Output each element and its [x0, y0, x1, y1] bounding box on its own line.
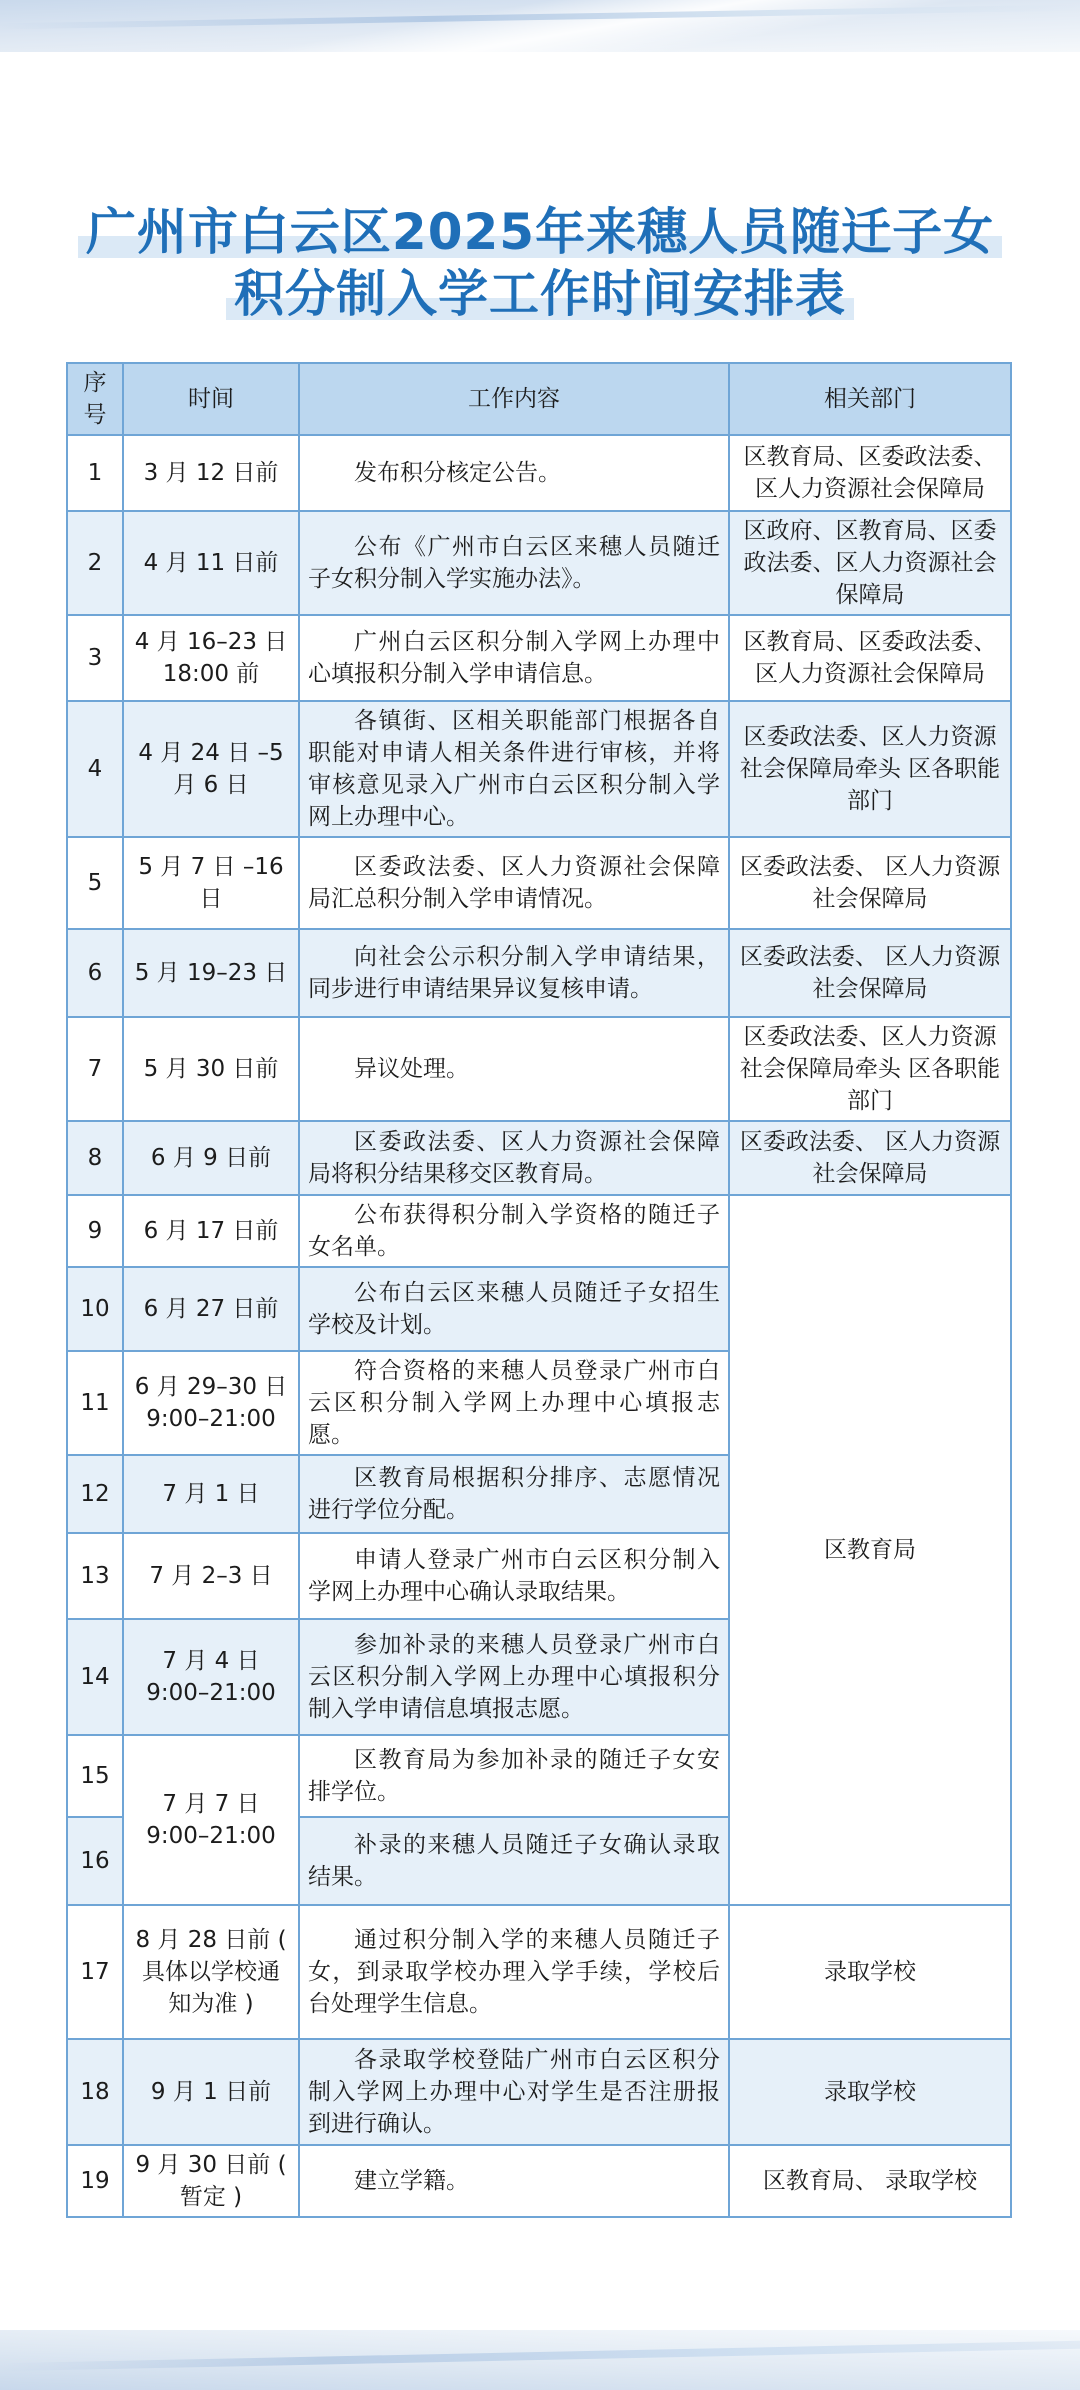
row-content: 广州白云区积分制入学网上办理中心填报积分制入学申请信息。 — [299, 615, 729, 701]
row-dept: 区政府、区教育局、区委政法委、区人力资源社会保障局 — [729, 511, 1011, 615]
table-row — [67, 837, 1011, 929]
row-time: 4 月 11 日前 — [123, 511, 299, 615]
row-dept-merged: 区教育局 — [729, 1195, 1011, 1905]
row-time: 6 月 9 日前 — [123, 1121, 299, 1195]
row-time: 4 月 24 日 –5 月 6 日 — [123, 701, 299, 837]
row-seq: 3 — [67, 615, 123, 701]
row-seq: 8 — [67, 1121, 123, 1195]
row-time: 5 月 30 日前 — [123, 1017, 299, 1121]
row-seq: 9 — [67, 1195, 123, 1267]
table-row — [67, 929, 1011, 1017]
table-row — [67, 1905, 1011, 2039]
row-content: 区委政法委、区人力资源社会保障局汇总积分制入学申请情况。 — [299, 837, 729, 929]
row-dept: 区教育局、 录取学校 — [729, 2145, 1011, 2217]
row-time: 7 月 4 日 9:00–21:00 — [123, 1619, 299, 1735]
row-content: 参加补录的来穗人员登录广州市白云区积分制入学网上办理中心填报积分制入学申请信息填报志愿。 — [299, 1619, 729, 1735]
row-seq: 18 — [67, 2039, 123, 2145]
row-time: 8 月 28 日前 ( 具体以学校通知为准 ) — [123, 1905, 299, 2039]
table-row — [67, 2039, 1011, 2145]
page-title-line2: 积分制入学工作时间安排表 — [0, 262, 1080, 326]
table-row — [67, 1195, 1011, 1267]
schedule-table — [66, 362, 1012, 2218]
row-seq: 10 — [67, 1267, 123, 1351]
row-time: 6 月 17 日前 — [123, 1195, 299, 1267]
row-time: 7 月 1 日 — [123, 1455, 299, 1533]
top-decoration — [0, 0, 1080, 52]
row-seq: 12 — [67, 1455, 123, 1533]
row-seq: 7 — [67, 1017, 123, 1121]
row-content: 区教育局为参加补录的随迁子女安排学位。 — [299, 1735, 729, 1817]
bottom-decoration — [0, 2330, 1080, 2390]
table-header-row — [67, 363, 1011, 435]
row-content: 补录的来穗人员随迁子女确认录取结果。 — [299, 1817, 729, 1905]
table-row — [67, 615, 1011, 701]
row-time: 3 月 12 日前 — [123, 435, 299, 511]
row-seq: 16 — [67, 1817, 123, 1905]
header-time: 时间 — [123, 363, 299, 435]
row-content: 各录取学校登陆广州市白云区积分制入学网上办理中心对学生是否注册报到进行确认。 — [299, 2039, 729, 2145]
header-seq: 序号 — [67, 363, 123, 435]
row-time: 6 月 29–30 日 9:00–21:00 — [123, 1351, 299, 1455]
row-seq: 14 — [67, 1619, 123, 1735]
row-seq: 11 — [67, 1351, 123, 1455]
row-time: 9 月 1 日前 — [123, 2039, 299, 2145]
row-time: 9 月 30 日前 ( 暂定 ) — [123, 2145, 299, 2217]
row-time: 5 月 7 日 –16 日 — [123, 837, 299, 929]
row-seq: 1 — [67, 435, 123, 511]
row-dept: 录取学校 — [729, 1905, 1011, 2039]
row-content: 通过积分制入学的来穗人员随迁子女，到录取学校办理入学手续，学校后台处理学生信息。 — [299, 1905, 729, 2039]
row-seq: 2 — [67, 511, 123, 615]
row-time: 4 月 16–23 日 18:00 前 — [123, 615, 299, 701]
row-content: 各镇街、区相关职能部门根据各自职能对申请人相关条件进行审核，并将审核意见录入广州市白云区积分制入学网上办理中心。 — [299, 701, 729, 837]
row-content: 符合资格的来穗人员登录广州市白云区积分制入学网上办理中心填报志愿。 — [299, 1351, 729, 1455]
row-seq: 17 — [67, 1905, 123, 2039]
row-seq: 4 — [67, 701, 123, 837]
table-row — [67, 435, 1011, 511]
row-seq: 5 — [67, 837, 123, 929]
header-dept: 相关部门 — [729, 363, 1011, 435]
table-row — [67, 1017, 1011, 1121]
row-dept: 区教育局、区委政法委、区人力资源社会保障局 — [729, 435, 1011, 511]
row-content: 公布《广州市白云区来穗人员随迁子女积分制入学实施办法》。 — [299, 511, 729, 615]
table-row — [67, 701, 1011, 837]
row-dept: 录取学校 — [729, 2039, 1011, 2145]
table-row — [67, 1121, 1011, 1195]
row-time: 6 月 27 日前 — [123, 1267, 299, 1351]
row-dept: 区教育局、区委政法委、区人力资源社会保障局 — [729, 615, 1011, 701]
table-row — [67, 2145, 1011, 2217]
row-seq: 6 — [67, 929, 123, 1017]
row-seq: 13 — [67, 1533, 123, 1619]
row-time-merged: 7 月 7 日 9:00–21:00 — [123, 1735, 299, 1905]
row-time: 7 月 2–3 日 — [123, 1533, 299, 1619]
row-dept: 区委政法委、 区人力资源社会保障局 — [729, 929, 1011, 1017]
row-content: 公布白云区来穗人员随迁子女招生学校及计划。 — [299, 1267, 729, 1351]
row-time: 5 月 19–23 日 — [123, 929, 299, 1017]
row-content: 发布积分核定公告。 — [299, 435, 729, 511]
row-dept: 区委政法委、区人力资源社会保障局牵头 区各职能部门 — [729, 701, 1011, 837]
row-content: 异议处理。 — [299, 1017, 729, 1121]
page-title-line1: 广州市白云区2025年来穗人员随迁子女 — [0, 200, 1080, 264]
row-content: 向社会公示积分制入学申请结果，同步进行申请结果异议复核申请。 — [299, 929, 729, 1017]
row-seq: 19 — [67, 2145, 123, 2217]
row-content: 申请人登录广州市白云区积分制入学网上办理中心确认录取结果。 — [299, 1533, 729, 1619]
row-dept: 区委政法委、 区人力资源社会保障局 — [729, 837, 1011, 929]
table-row — [67, 511, 1011, 615]
row-dept: 区委政法委、 区人力资源社会保障局 — [729, 1121, 1011, 1195]
row-content: 区教育局根据积分排序、志愿情况进行学位分配。 — [299, 1455, 729, 1533]
row-content: 建立学籍。 — [299, 2145, 729, 2217]
row-seq: 15 — [67, 1735, 123, 1817]
row-content: 公布获得积分制入学资格的随迁子女名单。 — [299, 1195, 729, 1267]
row-dept: 区委政法委、区人力资源社会保障局牵头 区各职能部门 — [729, 1017, 1011, 1121]
header-content: 工作内容 — [299, 363, 729, 435]
row-content: 区委政法委、区人力资源社会保障局将积分结果移交区教育局。 — [299, 1121, 729, 1195]
